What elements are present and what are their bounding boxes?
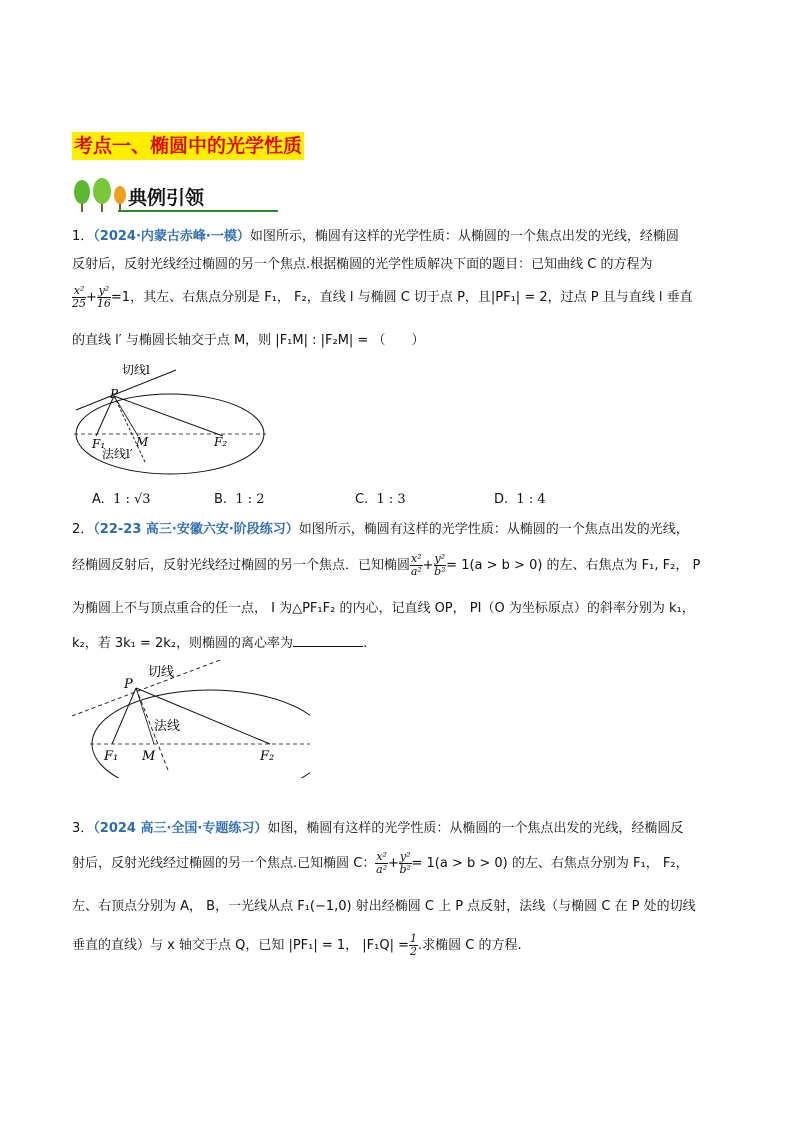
q2-line4: k₂，若 3k₁ = 2k₂，则椭圆的离心率为 . (72, 636, 368, 651)
q1-frac-x: $\frac{\text{x²}}{25}$ (72, 284, 86, 310)
q1-text1: 如图所示，椭圆有这样的光学性质：从椭圆的一个焦点出发的光线，经椭圆 (249, 229, 679, 244)
q2-source: （22-23 高三·安徽六安·阶段练习） (93, 522, 299, 537)
example-banner (70, 178, 230, 214)
q3-number: 3． (72, 821, 94, 836)
q1-line1 (72, 228, 679, 246)
q1-normal-label: 法线l′ (102, 447, 133, 461)
q3-line4: 垂直的直线）与 x 轴交于点 Q，已知 |PF₁| = 1， |F₁Q| = $\frac{1}{2}$ .求椭圆 C 的方程. (72, 932, 522, 958)
q2-label-p: P (124, 677, 133, 692)
q3-source: （2024 高三·全国·专题练习） (93, 821, 268, 836)
q2-frac-y: $\frac{\text{y²}}{\text{b²}}$ (434, 552, 446, 578)
q1-line2: 反射后，反射光线经过椭圆的另一个焦点.根据椭圆的光学性质解决下面的题目：已知曲线 C 的方程为 (72, 257, 653, 272)
q1-line3: $\frac{\text{x²}}{25}$ + $\frac{\text{y²}}{16}$ =1，其左、右焦点分别是 F₁， F₂，直线 l 与椭圆 C 切于点 P，且|PF₁| = 2，过点 P 且与直线 l 垂直 (72, 284, 693, 310)
q1-source: （2024·内蒙古赤峰·一模） (93, 229, 250, 244)
q1-option-b[interactable]: B. 1 : 2 (214, 492, 265, 507)
q1-label-p: P (110, 387, 119, 401)
q2-normal-label: 法线 (154, 719, 181, 734)
q1-figure (70, 362, 270, 477)
q2-tangent-label: 切线 (148, 665, 175, 680)
q3-line3: 左、右顶点分别为 A， B，一光线从点 F₁(−1,0) 射出经椭圆 C 上 P 点反射，法线（与椭圆 C 在 P 处的切线 (72, 899, 696, 914)
q1-option-d[interactable]: D. 1 : 4 (494, 492, 546, 507)
q1-line4: 的直线 l′ 与椭圆长轴交于点 M，则 |F₁M| : |F₂M| = （ ） (72, 333, 425, 348)
q2-number: 2． (72, 522, 94, 537)
q2-label-m: M (142, 749, 156, 764)
q3-line1: 3．（2024 高三·全国·专题练习）如图，椭圆有这样的光学性质：从椭圆的一个焦点出发的光线，经椭圆反 (72, 821, 684, 836)
q1-option-a[interactable]: A. 1 : √3 (92, 492, 151, 507)
q1-label-f2: F₂ (214, 435, 228, 449)
q2-line3: 为椭圆上不与顶点重合的任一点， I 为△PF₁F₂ 的内心，记直线 OP， PI（O 为坐标原点）的斜率分别为 k₁， (72, 601, 695, 616)
q2-figure (70, 658, 310, 778)
q2-line2: 经椭圆反射后，反射光线经过椭圆的另一个焦点．已知椭圆 $\frac{\text{x²}}{\text{a²}}$ + $\frac{\text{y²}}{\text{b²}}$ = 1(a > b > 0) 的左、右焦点为 F₁, F₂， P (72, 552, 701, 578)
banner-underline (118, 210, 278, 212)
tree-icon (70, 178, 130, 214)
q3-frac-y: $\frac{\text{y²}}{\text{b²}}$ (399, 850, 411, 876)
q2-frac-x: $\frac{\text{x²}}{\text{a²}}$ (410, 552, 422, 578)
q3-line2: 射后，反射光线经过椭圆的另一个焦点.已知椭圆 C： $\frac{\text{x²}}{\text{a²}}$ + $\frac{\text{y²}}{\text{b²}}$ = 1(a > b > 0) 的左、右焦点分别为 F₁， F₂， (72, 850, 689, 876)
q1-label-f1: F₁ (92, 437, 106, 451)
q2-label-f1: F₁ (104, 749, 119, 764)
q1-text3: =1，其左、右焦点分别是 F₁， F₂，直线 l 与椭圆 C 切于点 P，且|PF₁| = 2，过点 P 且与直线 l 垂直 (110, 290, 693, 305)
q1-tangent-label: 切线l (122, 363, 150, 377)
q1-option-c[interactable]: C. 1 : 3 (355, 492, 406, 507)
q2-answer-blank[interactable] (293, 634, 363, 647)
q2-line1 (72, 521, 689, 539)
q1-number: 1． (72, 229, 94, 244)
banner-title: 典例引领 (128, 187, 205, 209)
q2-label-f2: F₂ (260, 749, 275, 764)
q1-frac-y: $\frac{\text{y²}}{16}$ (96, 284, 111, 310)
q3-frac-x: $\frac{\text{x²}}{\text{a²}}$ (376, 850, 388, 876)
q1-label-m: M (136, 435, 149, 449)
section-heading: 考点一、椭圆中的光学性质 (72, 132, 304, 160)
q2-text1: 如图所示，椭圆有这样的光学性质：从椭圆的一个焦点出发的光线， (298, 522, 689, 537)
q3-frac-half: $\frac{1}{2}$ (410, 932, 418, 958)
